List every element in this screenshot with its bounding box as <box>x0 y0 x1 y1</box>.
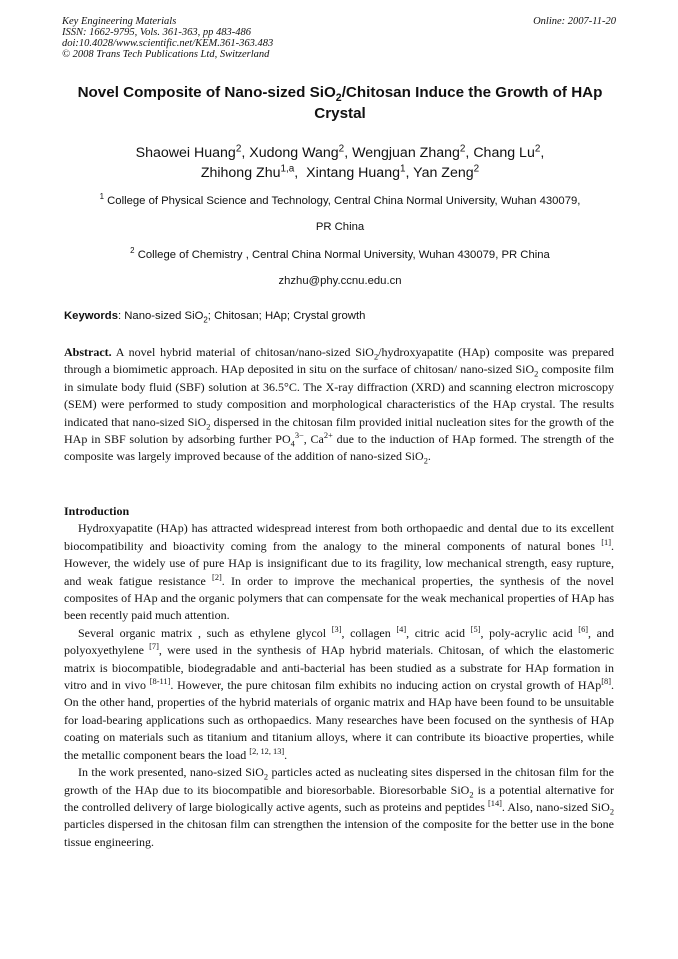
section-heading: Introduction <box>64 504 130 518</box>
author-list: Shaowei Huang$^2$, Xudong Wang$^2$, Wengjuan Zhang$^2$, Chang Lu$^2$, Zhihong Zhu$^{1,a}$, Xintang Huang$^1$, Yan Zeng$^2$ <box>135 143 545 181</box>
paper-title: Novel Composite of Nano-sized SiO$_2$/Chitosan Induce the Growth of HAp Crystal <box>77 84 603 122</box>
affiliation-1: $^1$ College of Physical Science and Technology, Central China Normal University, Wuhan 430079, <box>99 192 581 207</box>
affiliation-2: $^2$ College of Chemistry , Central China Normal University, Wuhan 430079, PR China <box>130 246 550 261</box>
author: Zhihong Zhu <box>200 165 281 181</box>
author: Wengjuan Zhang <box>352 145 460 161</box>
paragraph: Hydroxyapatite (HAp) has attracted widespread interest from both orthopaedic and dental due to its excellent biocompatibility and bioactivity coming from the analogy to the mineral components of natural bones [1]. However, the widely use of pure HAp is insignificant due to its fragility, low mechanical strength, easy rupture, and weak fatigue resistance [2]. In order to improve the mechanical properties, the synthesis of the novel composites of HAp and the organic polymers that can compensate for the weak mechanical properties of HAp has been recently paid much attention. <box>64 521 614 623</box>
copyright-line: © 2008 Trans Tech Publications Ltd, Switzerland <box>62 49 270 60</box>
affiliation-1-cont: PR China <box>315 221 365 233</box>
paragraph: Several organic matrix , such as ethylene glycol [3], collagen [4], citric acid [5], poly-acrylic acid [6], and polyoxyethylene [7], were used in the synthesis of HAp hybrid materials. Chitosan, of which the elastomeric matrix is biocompatible, biodegradable and anti-bacterial has been studied as a substrate for HAp formation in vitro and in vivo [8-11]. However, the pure chitosan film exhibits no inducing action on crystal growth of HAp[8]. On the other hand, properties of the hybrid materials of organic matrix and HAp have been found to be unsuitable for load-bearing applications such as orthopaedics. Many researches have been focused on the synthesis of HAp coating on materials such as titanium and titanium alloys, where it can contribute its bioactive properties, while the metallic component bears the load [2, 12, 13]. <box>64 624 615 762</box>
abstract-label: Abstract. <box>64 345 112 359</box>
journal-name: Key Engineering Materials <box>62 16 177 27</box>
author: Chang Lu <box>473 145 535 161</box>
paragraph: In the work presented, nano-sized SiO$_2$ particles acted as nucleating sites dispersed in the chitosan film for the growth of the HAp due to its biocompatible and bioresorbable. Bioresorbable SiO$_2$ is a potential alternative for the controlled delivery of large biologically active agents, such as proteins and peptides [14]. Also, nano-sized SiO$_2$ particles dispersed in the chitosan film can strengthen the intension of the composite for the better use in the bone tissue engineering. <box>64 765 614 849</box>
doi-line: doi:10.4028/www.scientific.net/KEM.361-363.483 <box>62 38 274 49</box>
keywords: Keywords: Nano-sized SiO$_2$; Chitosan; HAp; Crystal growth <box>64 310 366 325</box>
author: Yan Zeng <box>413 165 474 181</box>
author-email[interactable]: zhzhu@phy.ccnu.edu.cn <box>278 275 402 287</box>
author: Shaowei Huang <box>135 145 236 161</box>
introduction <box>64 503 614 851</box>
author: Xintang Huang <box>306 165 400 181</box>
issn-line: ISSN: 1662-9795, Vols. 361-363, pp 483-486 <box>62 27 251 38</box>
author: Xudong Wang <box>249 145 339 161</box>
online-date: Online: 2007-11-20 <box>533 16 616 27</box>
abstract: Abstract. A novel hybrid material of chitosan/nano-sized SiO$_2$/hydroxyapatite (HAp) composite was prepared through a biomimetic approach. HAp deposited in situ on the surface of chitosan/ nano-sized SiO$_2$ composite film in simulate body fluid (SBF) solution at 36.5°C. The X-ray diffraction (XRD) and scanning electron microscopy (SEM) were performed to study composition and morphological characteristics of the HAp crystal. The results indicated that nano-sized SiO$_2$ dispersed in the chitosan film provided initial nucleation sites for the growth of the HAp in SBF solution by adsorbing further $PO_4^{3-}$, $Ca^{2+}$ due to the induction of HAp formed. The strength of the composite was largely improved because of the addition of nano-sized SiO$_2$. <box>64 345 614 466</box>
